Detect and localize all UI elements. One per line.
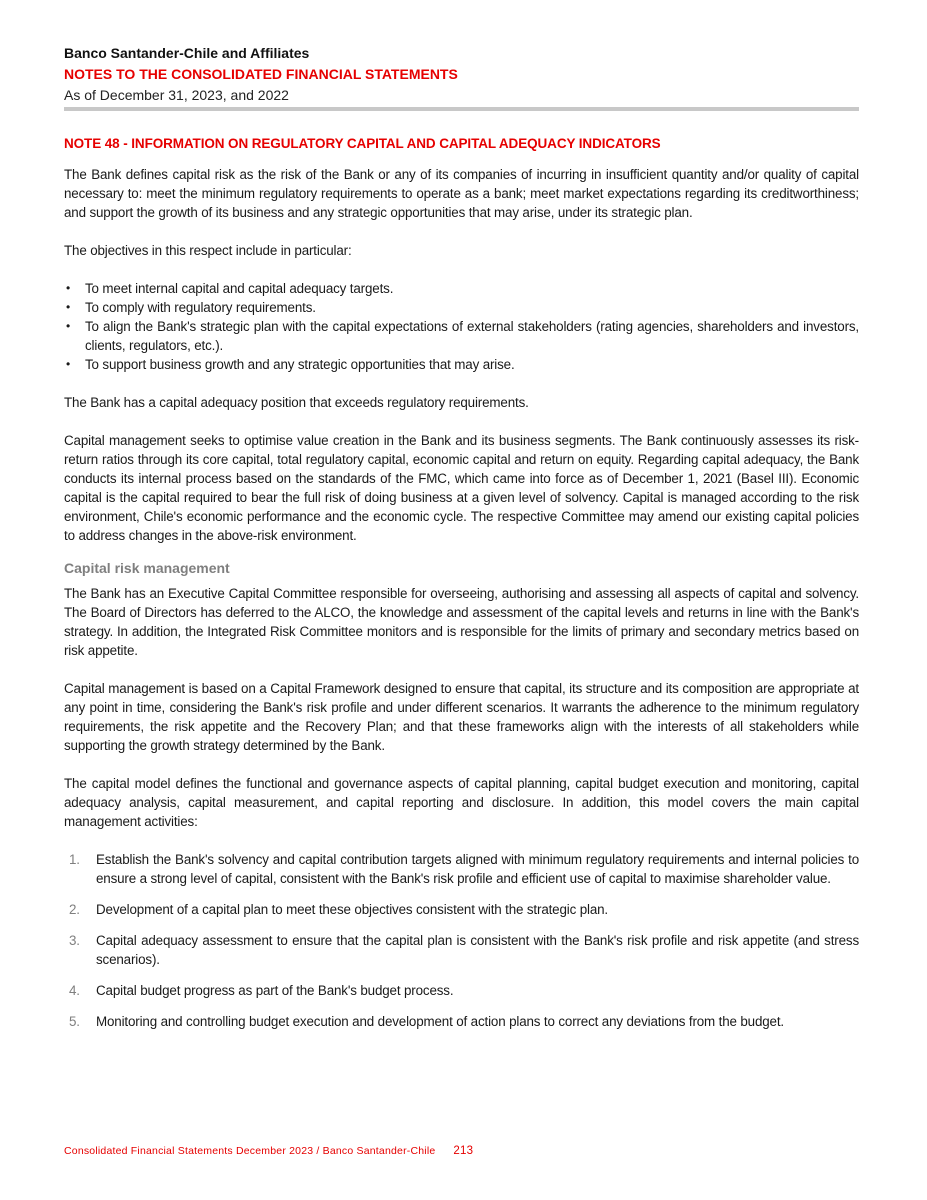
bullet-icon: • [66, 319, 71, 333]
list-item: 5. Monitoring and controlling budget execution and development of action plans to correct any deviations from the budget. [69, 1014, 784, 1029]
list-item: • To support business growth and any strategic opportunities that may arise. [66, 357, 515, 372]
document-page [64, 44, 859, 1043]
page-footer [64, 1145, 473, 1157]
objectives-list [64, 279, 859, 374]
bullet-icon: • [66, 281, 71, 295]
paragraph-capital-framework: Capital management is based on a Capital Framework designed to ensure that capital, its structure and its composition are appropriate at any point in time, considering the Bank's risk profile and under different scenarios. It warrants the adherence to the minimum regulatory requirements, the risk appetite and the Recovery Plan; and that these frameworks align with the interests of all stakeholders while supporting the growth strategy determined by the Bank. [64, 681, 859, 753]
company-name: Banco Santander-Chile and Affiliates [64, 45, 310, 61]
list-item: • To meet internal capital and capital adequacy targets. [66, 281, 394, 296]
note-title: NOTE 48 - INFORMATION ON REGULATORY CAPITAL AND CAPITAL ADEQUACY INDICATORS [64, 136, 661, 151]
notes-title: NOTES TO THE CONSOLIDATED FINANCIAL STATEMENTS [64, 66, 458, 82]
page-number: 213 [453, 1145, 474, 1157]
paragraph-adequacy-position: The Bank has a capital adequacy position that exceeds regulatory requirements. [64, 395, 529, 410]
list-item: 4. Capital budget progress as part of the Bank's budget process. [69, 983, 454, 998]
paragraph-executive-committee: The Bank has an Executive Capital Committee responsible for overseeing, authorising and assessing all aspects of capital and solvency. The Board of Directors has deferred to the ALCO, the knowledge and assessment of the capital levels and returns in line with the Bank's strategy. In addition, the Integrated Risk Committee monitors and is responsible for the limits of primary and secondary metrics based on risk appetite. [64, 586, 859, 658]
list-item: 1. Establish the Bank's solvency and capital contribution targets aligned with minimum regulatory requirements and internal policies to ensure a strong level of capital, consistent with the Bank's risk profile and efficient use of capital to maximise shareholder value. [69, 852, 859, 886]
activities-list [64, 850, 859, 1031]
list-item: 3. Capital adequacy assessment to ensure that the capital plan is consistent with the Bank's risk profile and risk appetite (and stress scenarios). [69, 933, 859, 967]
paragraph-objectives-intro: The objectives in this respect include in particular: [64, 243, 352, 258]
footer-text: Consolidated Financial Statements December 2023 / Banco Santander-Chile [64, 1145, 436, 1157]
section-heading: Capital risk management [64, 560, 230, 576]
bullet-icon: • [66, 300, 71, 314]
paragraph-capital-model: The capital model defines the functional and governance aspects of capital planning, capital budget execution and monitoring, capital adequacy analysis, capital measurement, and capital reporting and disclosure. In addition, this model covers the main capital management activities: [64, 776, 859, 829]
bullet-icon: • [66, 357, 71, 371]
list-item: • To align the Bank's strategic plan with the capital expectations of external stakeholders (rating agencies, shareholders and investors, clients, regulators, etc.). [66, 319, 859, 353]
list-item: 2. Development of a capital plan to meet these objectives consistent with the strategic plan. [69, 902, 609, 917]
header-divider [64, 107, 859, 111]
paragraph-capital-management: Capital management seeks to optimise value creation in the Bank and its business segments. The Bank continuously assesses its risk-return ratios through its core capital, total regulatory capital, economic capital and return on equity. Regarding capital adequacy, the Bank conducts its internal process based on the standards of the FMC, which came into force as of December 1, 2021 (Basel III). Economic capital is the capital required to bear the full risk of doing business at a given level of solvency. Capital is managed according to the risk environment, Chile's economic performance and the economic cycle. The respective Committee may amend our existing capital policies to address changes in the above-risk environment. [64, 433, 859, 543]
paragraph-capital-risk: The Bank defines capital risk as the risk of the Bank or any of its companies of incurring in insufficient quantity and/or quality of capital necessary to: meet the minimum regulatory requirements to operate as a bank; meet market expectations regarding its creditworthiness; and support the growth of its business and any strategic opportunities that may arise, under its strategic plan. [64, 167, 859, 220]
list-item: • To comply with regulatory requirements. [66, 300, 316, 315]
reporting-period: As of December 31, 2023, and 2022 [64, 87, 289, 103]
